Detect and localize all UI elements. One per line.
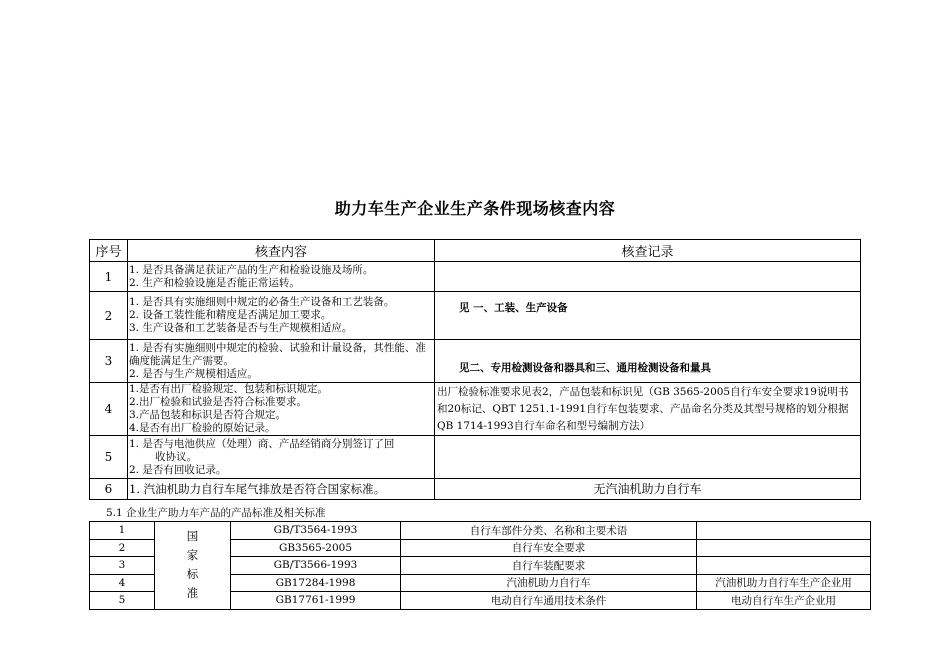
check-record: 见 一、工装、生产设备 <box>435 292 861 340</box>
standard-name: 自行车安全要求 <box>401 539 697 557</box>
row-number: 4 <box>90 574 155 592</box>
table-row <box>90 292 861 340</box>
category-char: 准 <box>186 586 199 601</box>
table-row <box>90 383 861 436</box>
content-line: 1. 是否具备满足获证产品的生产和检验设施及场所。 <box>129 263 374 276</box>
standard-note <box>697 539 871 557</box>
check-content <box>128 383 435 436</box>
row-number: 3 <box>90 557 155 575</box>
check-content <box>128 262 435 292</box>
content-line: 4.是否有出厂检验的原始记录。 <box>129 422 276 434</box>
standard-code: GB/T3566-1993 <box>231 557 401 575</box>
table-row <box>90 436 861 479</box>
row-number: 4 <box>90 383 128 436</box>
check-record: 见二、专用检测设备和器具和三、通用检测设备和量具 <box>435 340 861 383</box>
row-number: 5 <box>90 436 128 479</box>
check-content <box>128 292 435 340</box>
content-line: 3. 生产设备和工艺装备是否与生产规模相适应。 <box>129 322 353 334</box>
row-number: 1 <box>90 522 155 540</box>
header-content: 核查内容 <box>128 240 435 262</box>
content-line: 1. 汽油机助力自行车尾气排放是否符合国家标准。 <box>129 481 386 496</box>
content-line: 收协议。 <box>155 450 197 463</box>
standard-code: GB17761-1999 <box>231 592 401 610</box>
check-content <box>128 340 435 383</box>
check-content <box>128 479 435 500</box>
table-row <box>90 479 861 500</box>
row-number: 5 <box>90 592 155 610</box>
check-record: 出厂检验标准要求见表2，产品包装和标识见（GB 3565-2005自行车安全要求19说明书和20标记、QBT 1251.1-1991自行车包装要求、产品命名分类及其型号规格的划分根据QB 1714-1993自行车命名和型号编制方法） <box>435 383 861 436</box>
check-record <box>435 262 861 292</box>
header-record: 核查记录 <box>435 240 861 262</box>
content-line: 1. 是否与电池供应（处理）商、产品经销商分别签订了回 <box>129 437 395 450</box>
content-line: 2. 是否与生产规模相适应。 <box>129 367 258 380</box>
standard-code: GB17284-1998 <box>231 574 401 592</box>
content-line: 2. 是否有回收记录。 <box>129 463 227 476</box>
standard-name: 自行车装配要求 <box>401 557 697 575</box>
row-number: 2 <box>90 539 155 557</box>
standard-code: GB/T3564-1993 <box>231 522 401 540</box>
row-number: 6 <box>90 479 128 500</box>
standard-name: 电动自行车通用技术条件 <box>401 592 697 610</box>
content-line: 3.产品包装和标识是否符合规定。 <box>129 409 287 421</box>
standard-note: 电动自行车生产企业用 <box>697 592 871 610</box>
check-content <box>128 436 435 479</box>
category-char: 家 <box>186 548 199 563</box>
standard-note <box>697 557 871 575</box>
inspection-table <box>89 239 861 500</box>
row-number: 1 <box>90 262 128 292</box>
row-number: 3 <box>90 340 128 383</box>
content-line: 2. 生产和检验设施是否能正常运转。 <box>129 276 300 289</box>
content-line: 2. 设备工装性能和精度是否满足加工要求。 <box>129 309 332 321</box>
category-cell <box>155 522 231 610</box>
table-row <box>90 262 861 292</box>
standard-note: 汽油机助力自行车生产企业用 <box>697 574 871 592</box>
header-no: 序号 <box>90 240 128 262</box>
standard-name: 自行车部件分类、名称和主要术语 <box>401 522 697 540</box>
standard-code: GB3565-2005 <box>231 539 401 557</box>
row-number: 2 <box>90 292 128 340</box>
category-char: 国 <box>186 529 199 544</box>
check-record <box>435 436 861 479</box>
content-line: 1. 是否有实施细则中规定的检验、试验和计量设备，其性能、准确度能满足生产需要。 <box>129 341 426 367</box>
content-line: 1. 是否具有实施细则中规定的必备生产设备和工艺装备。 <box>129 296 395 308</box>
check-record: 无汽油机助力自行车 <box>435 479 861 500</box>
table-row <box>90 340 861 383</box>
content-line: 1.是否有出厂检验规定、包装和标识规定。 <box>129 383 329 395</box>
document-title: 助力车生产企业生产条件现场核查内容 <box>334 199 616 218</box>
standards-table <box>89 521 871 610</box>
standard-name: 汽油机助力自行车 <box>401 574 697 592</box>
table-row <box>90 522 871 540</box>
category-char: 标 <box>186 567 199 582</box>
content-line: 2.出厂检验和试验是否符合标准要求。 <box>129 396 308 408</box>
section-label: 5.1 企业生产助力车产品的产品标准及相关标准 <box>106 507 326 519</box>
standard-note <box>697 522 871 540</box>
table-header-row <box>90 240 861 262</box>
